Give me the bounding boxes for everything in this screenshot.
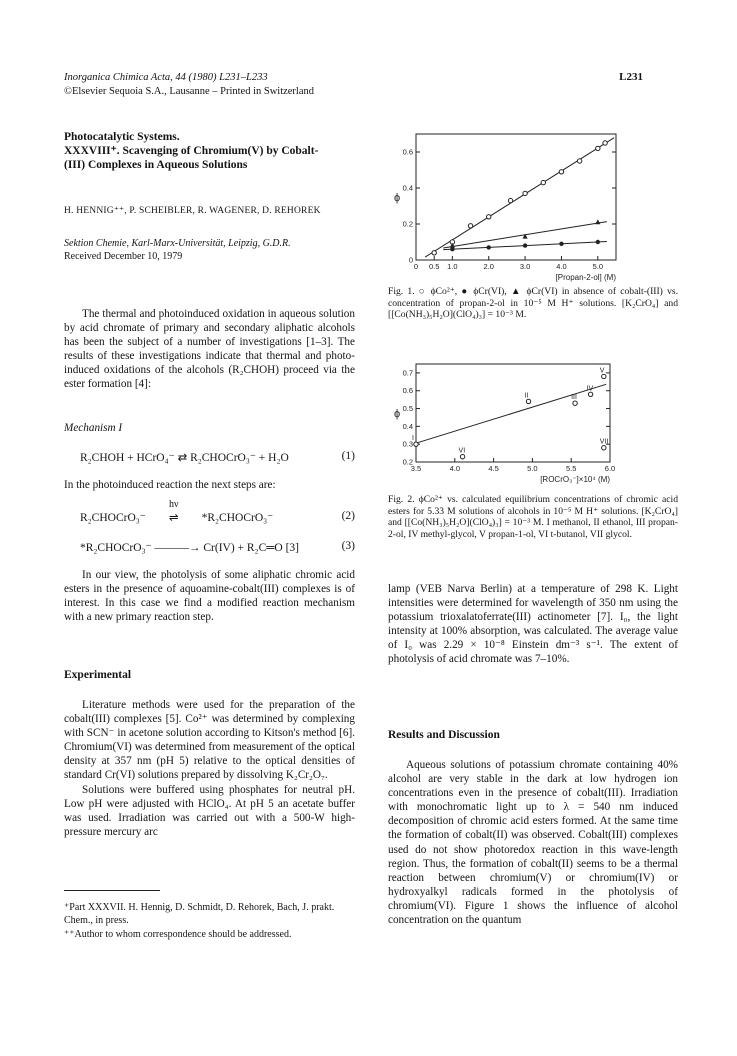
x-tick-label: 6.0 [604,464,616,473]
double-arrow-icon: ⇌ [168,512,179,524]
title-line-2: XXXVIII⁺. Scavenging of Chromium(V) by Cobalt- [64,145,319,157]
experimental-heading: Experimental [64,669,132,681]
title-line-3: (III) Complexes in Aqueous Solutions [64,159,248,171]
equation-1 [80,450,355,464]
data-point [523,243,527,247]
x-tick-label: 4.0 [556,262,567,271]
y-tick-label: 0.6 [402,386,413,396]
y-tick-label: 0.6 [402,147,413,157]
y-tick-label: 0 [408,255,413,265]
y-axis-label: ϕ [394,192,401,204]
data-point [468,224,472,228]
data-point [508,198,512,202]
y-tick-label: 0.3 [402,439,413,449]
page-number: L231 [619,71,643,83]
footnote-1: ⁺Part XXXVII. H. Hennig, D. Schmidt, D. Rehorek, Bach, J. prakt. Chem., in press. [64,902,335,926]
article-title [64,130,364,172]
footnote-rule [64,890,160,891]
regression-line [416,384,606,443]
equation-3-right: Cr(IV) + R₂C═O [3] [203,542,299,554]
x-tick-label: 4.0 [449,464,461,473]
journal-header [64,71,314,99]
x-tick-label: 3.5 [410,464,422,473]
data-point [487,245,491,249]
figure-2-marks [412,367,608,458]
data-point [460,454,464,458]
plot-frame [416,134,616,260]
data-point [541,180,545,184]
y-tick-label: 0.2 [402,457,413,467]
y-tick-label: 0.2 [402,219,413,229]
x-tick-label: 0.5 [428,262,440,271]
equation-1-text: R₂CHOH + HCrO₄⁻ ⇄ R₂CHOCrO₃⁻ + H₂O [80,452,289,464]
point-label: VII [599,438,609,446]
x-tick-label: 0 [413,262,419,271]
author-list: H. HENNIG⁺⁺, P. SCHEIBLER, R. WAGENER, D. REHOREK [64,206,321,216]
figure-1-caption: Fig. 1. ○ ϕCo²⁺, ● ϕCr(VI), ▲ ϕCr(VI) in absence of cobalt-(III) vs. concentration of propan-2-ol in 10⁻⁵ M H⁺ solutions. [K₂CrO₄] and [[Co(NH₃)₅H₂O](ClO₄)₃] = 10⁻³ M. [388,286,678,320]
x-tick-label: 2.0 [483,262,494,271]
data-point [526,399,530,403]
results-text: Aqueous solutions of potassium chromate containing 40% alcohol are very stable in the dark at low hydrogen ion concentrations even in the presence of cobalt(III). Irradiation with monochromatic light up to λ = 540 nm induced decomposition of chromic acid esters formed. At the same time the formation of cobalt(II) was observed. Cobalt(III) complexes used do not show photoredox reaction in this wave-length region. Thus, the formation of cobalt(II) seems to be a thermal reaction between chromium(V) or chromium(IV) or hydroxyalkyl radicals formed in the photolysis of chromium(VI). Figure 1 shows the influence of alcohol concentration on the quantum [388,759,678,927]
mechanism-heading: Mechanism I [64,422,123,434]
intro-text: The thermal and photoinduced oxidation in aqueous solution by acid chromate of primary and secondary aliphatic alcohols has been the subject of a number of investigations [1–3]. The results of these investigations indicate that thermal and photo-induced oxidations of the alcohols (R₂CHOH) proceed via the ester formation [4]: [64,308,355,391]
equation-2-left: R₂CHOCrO₃⁻ [80,512,146,524]
point-label: IV [586,385,594,393]
experimental-text-2: Solutions were buffered using phosphates for neutral pH. Low pH were adjusted with HClO₄. At pH 5 an acetate buffer was used. Irradiation was carried out with a 500-W high-pressure mercury arc [64,783,355,838]
figure-2-caption: Fig. 2. ϕCo²⁺ vs. calculated equilibrium concentrations of chromic acid esters for 5.33 M solutions of alcohols in 10⁻⁵ M H⁺ solutions. [K₂CrO₄] and [[Co(NH₃)₅H₂O](ClO₄)₃] = 10⁻³ M. I methanol, II ethanol, III propan-2-ol, IV methyl-glycol, V propan-1-ol, VI t-butanol, VII glycol. [388,494,678,540]
publisher-line: ©Elsevier Sequoia S.A., Lausanne – Printed in Switzerland [64,86,315,97]
x-tick-label: 5.5 [565,464,577,473]
data-point [559,170,563,174]
steps-text: In the photoinduced reaction the next steps are: [64,479,276,491]
y-tick-label: 0.5 [402,404,413,414]
figure-1-marks [425,138,614,257]
title-line-1: Photocatalytic Systems. [64,131,180,143]
data-point [602,446,606,450]
affiliation: Sektion Chemie, Karl-Marx-Universität, Leipzig, G.D.R. [64,238,291,249]
photo-arrow [149,499,199,524]
footnote-2: ⁺⁺Author to whom correspondence should be addressed. [64,929,292,940]
point-label: V [599,367,605,375]
data-point [414,442,418,446]
figure-2-axes [394,364,615,484]
y-tick-label: 0.4 [402,421,413,431]
experimental-text-1: Literature methods were used for the preparation of the cobalt(III) complexes [5]. Co²⁺ was determined by complexing with SCN⁻ in acetone solution according to Kitson's method [6]. Chromium(VI) was determined from measurement of the optical density at 357 nm (pH 5) relative to the optical densities of standard Cr(VI) solutions prepared by dissolving K₂Cr₂O₇. [64,699,355,782]
equation-1-number: (1) [341,450,355,462]
lamp-paragraph [388,582,678,667]
data-point [602,374,606,378]
x-tick-label: 1.0 [447,262,458,271]
data-point [603,141,607,145]
point-label: III [571,394,577,402]
lamp-text: lamp (VEB Narva Berlin) at a temperature of 298 K. Light intensities were determined for wavelength of 350 nm using the potassium trioxalatoferrate(III) actinometer [7]. I₀, the light intensity at 100% absorption, was calculated. The average value of I₀ was 2.29 × 10⁻⁸ Einstein dm⁻³ s⁻¹. The extent of photolysis of acid chromate was 7–10%. [388,583,678,666]
view-text: In our view, the photolysis of some aliphatic chromic acid esters in the presence of aquoamine-cobalt(III) complexes is of interest. In this case we find a modified reaction mechanism with a new primary reaction step. [64,569,355,624]
data-point [523,191,527,195]
figure-1-axes [394,134,616,282]
x-axis-label: [ROCrO₃⁻]×10⁴ (M) [540,475,610,484]
data-point [596,240,600,244]
data-point [450,247,454,251]
data-point [596,146,600,150]
point-label: VI [458,447,466,455]
results-body [388,758,678,927]
regression-line [425,138,614,257]
received-date: Received December 10, 1979 [64,251,183,262]
equation-2 [80,499,355,524]
data-point [559,242,563,246]
x-tick-label: 3.0 [519,262,531,271]
x-tick-label: 4.5 [488,464,499,473]
y-axis-label: ϕ [394,408,401,420]
equation-3-left: *R₂CHOCrO₃⁻ [80,542,152,554]
results-heading: Results and Discussion [388,729,500,741]
intro-paragraph [64,307,355,392]
figure-2-chart [388,356,633,488]
y-tick-label: 0.4 [402,183,413,193]
figure-1-chart [388,128,633,288]
x-tick-label: 5.0 [592,262,604,271]
equation-2-right: *R₂CHOCrO₃⁻ [201,512,274,524]
data-point [432,251,436,255]
data-point [595,219,600,224]
point-label: I [412,435,414,443]
hv-label: hν [168,499,179,510]
data-point [487,215,491,219]
point-label: II [524,392,529,400]
data-point [573,401,577,405]
journal-citation: Inorganica Chimica Acta, 44 (1980) L231–L233 [64,72,268,83]
arrow-icon: ———→ [154,542,201,554]
equation-2-number: (2) [341,510,355,522]
y-tick-label: 0.7 [402,368,413,378]
x-tick-label: 5.0 [527,464,538,473]
equation-3 [80,540,355,554]
data-point [588,392,592,396]
experimental-body [64,698,355,839]
equation-3-number: (3) [341,540,355,552]
x-axis-label: [Propan-2-ol] (M) [555,273,616,282]
data-point [577,159,581,163]
view-paragraph [64,568,355,624]
